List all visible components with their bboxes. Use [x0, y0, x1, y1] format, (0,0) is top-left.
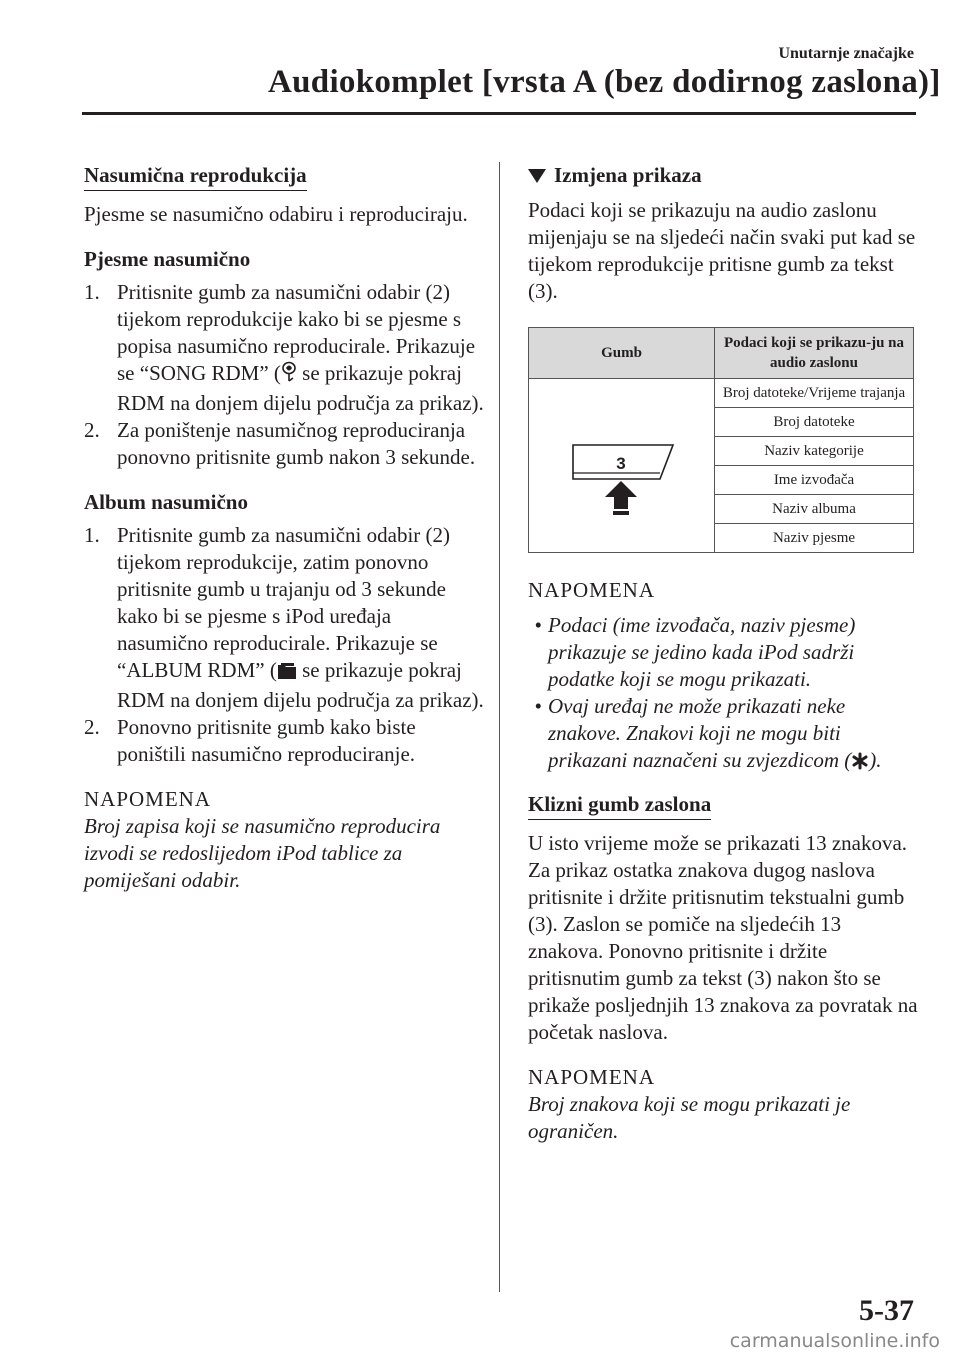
table-header-button: Gumb — [529, 328, 715, 379]
display-table — [528, 327, 914, 553]
page-number: 5-37 — [859, 1294, 914, 1327]
section-title-random: Nasumična reprodukcija — [84, 162, 307, 191]
random-intro: Pjesme se nasumično odabiru i reproduciraju. — [84, 202, 468, 226]
page-title: Audiokomplet [vrsta A (bez dodirnog zaslona)] — [268, 64, 941, 100]
note-text: Broj znakova koji se mogu prikazati je ograničen. — [528, 1092, 851, 1143]
asterisk-icon — [851, 750, 869, 777]
button-illustration — [529, 379, 715, 553]
list-item: 2. Za poništenje nasumičnog reproduciranja ponovno pritisnite gumb nakon 3 sekunde. — [84, 418, 476, 469]
table-row: Ime izvođača — [715, 466, 914, 495]
table-row: Naziv pjesme — [715, 524, 914, 553]
left-column — [84, 162, 484, 894]
list-item: • Podaci (ime izvođača, naziv pjesme) prikazuje se jedino kada iPod sadrži podatke koji se mogu prikazati. — [534, 613, 856, 691]
folder-icon — [277, 660, 297, 687]
header-section-label: Unutarnje značajke — [778, 45, 914, 62]
note-list — [528, 612, 918, 777]
album-random-steps — [84, 522, 484, 768]
list-item: 2. Ponovno pritisnite gumb kako biste poništili nasumično reproduciranje. — [84, 715, 416, 766]
table-header-data: Podaci koji se prikazu-ju na audio zaslonu — [715, 328, 914, 379]
list-item: 1. Pritisnite gumb za nasumični odabir (2) tijekom reprodukcije kako bi se pjesme s popisa nasumično reproducirale. Prikazuje se “SONG RDM” ( se prikazuje pokraj RDM na donjem dijelu područja za prikaz). — [84, 280, 484, 415]
right-column — [528, 162, 918, 1145]
section-title-scroll: Klizni gumb zaslona — [528, 791, 711, 820]
song-random-steps — [84, 279, 484, 471]
display-change-intro: Podaci koji se prikazuju na audio zaslonu mijenjaju se na sljedeći način svaki put kad se tijekom reprodukcije pritisne gumb za tekst (3). — [528, 198, 916, 303]
text-button-3-icon — [529, 383, 714, 543]
header-rule — [82, 112, 916, 115]
triangle-marker-icon — [528, 169, 546, 183]
note-heading: NAPOMENA — [528, 1065, 656, 1089]
subtitle-album-random: Album nasumično — [84, 490, 248, 514]
table-row: Broj datoteke — [715, 408, 914, 437]
table-row: Naziv albuma — [715, 495, 914, 524]
note-heading: NAPOMENA — [528, 578, 656, 602]
column-divider — [499, 162, 500, 1292]
song-random-icon — [281, 361, 297, 390]
note-heading: NAPOMENA — [84, 787, 212, 811]
list-item: 1. Pritisnite gumb za nasumični odabir (2) tijekom reprodukcije, zatim ponovno pritisnite gumb u trajanju od 3 sekunde kako bi se pjesme s iPod uređaja nasumično reproducirale. Prikazuje se “ALBUM RDM” ( se prikazuje pokraj RDM na donjem dijelu područja za prikaz). — [84, 523, 484, 712]
scroll-text: U isto vrijeme može se prikazati 13 znakova. Za prikaz ostatka znakova dugog naslova pritisnite i držite pritisnutim tekstualni gumb (3). Zaslon se pomiče na sljedećih 13 znakova. Ponovno pritisnite i držite pritisnutim gumb za tekst (3) nakon što se prikaže posljednjih 13 znakova za povratak na početak naslova. — [528, 831, 918, 1044]
table-row: Broj datoteke/Vrijeme trajanja — [715, 379, 914, 408]
note-text: Broj zapisa koji se nasumično reproducira izvodi se redoslijedom iPod tablice za pomiješani odabir. — [84, 814, 441, 892]
table-row: Naziv kategorije — [715, 437, 914, 466]
subtitle-song-random: Pjesme nasumično — [84, 247, 251, 271]
watermark: carmanualsonline.info — [729, 1330, 940, 1352]
button-label: 3 — [616, 453, 626, 473]
list-item: • Ovaj uređaj ne može prikazati neke znakove. Znakovi koji ne mogu biti prikazani naznačeni su zvjezdicom ( ). — [528, 693, 918, 777]
section-title-display-change: Izmjena prikaza — [528, 162, 918, 189]
